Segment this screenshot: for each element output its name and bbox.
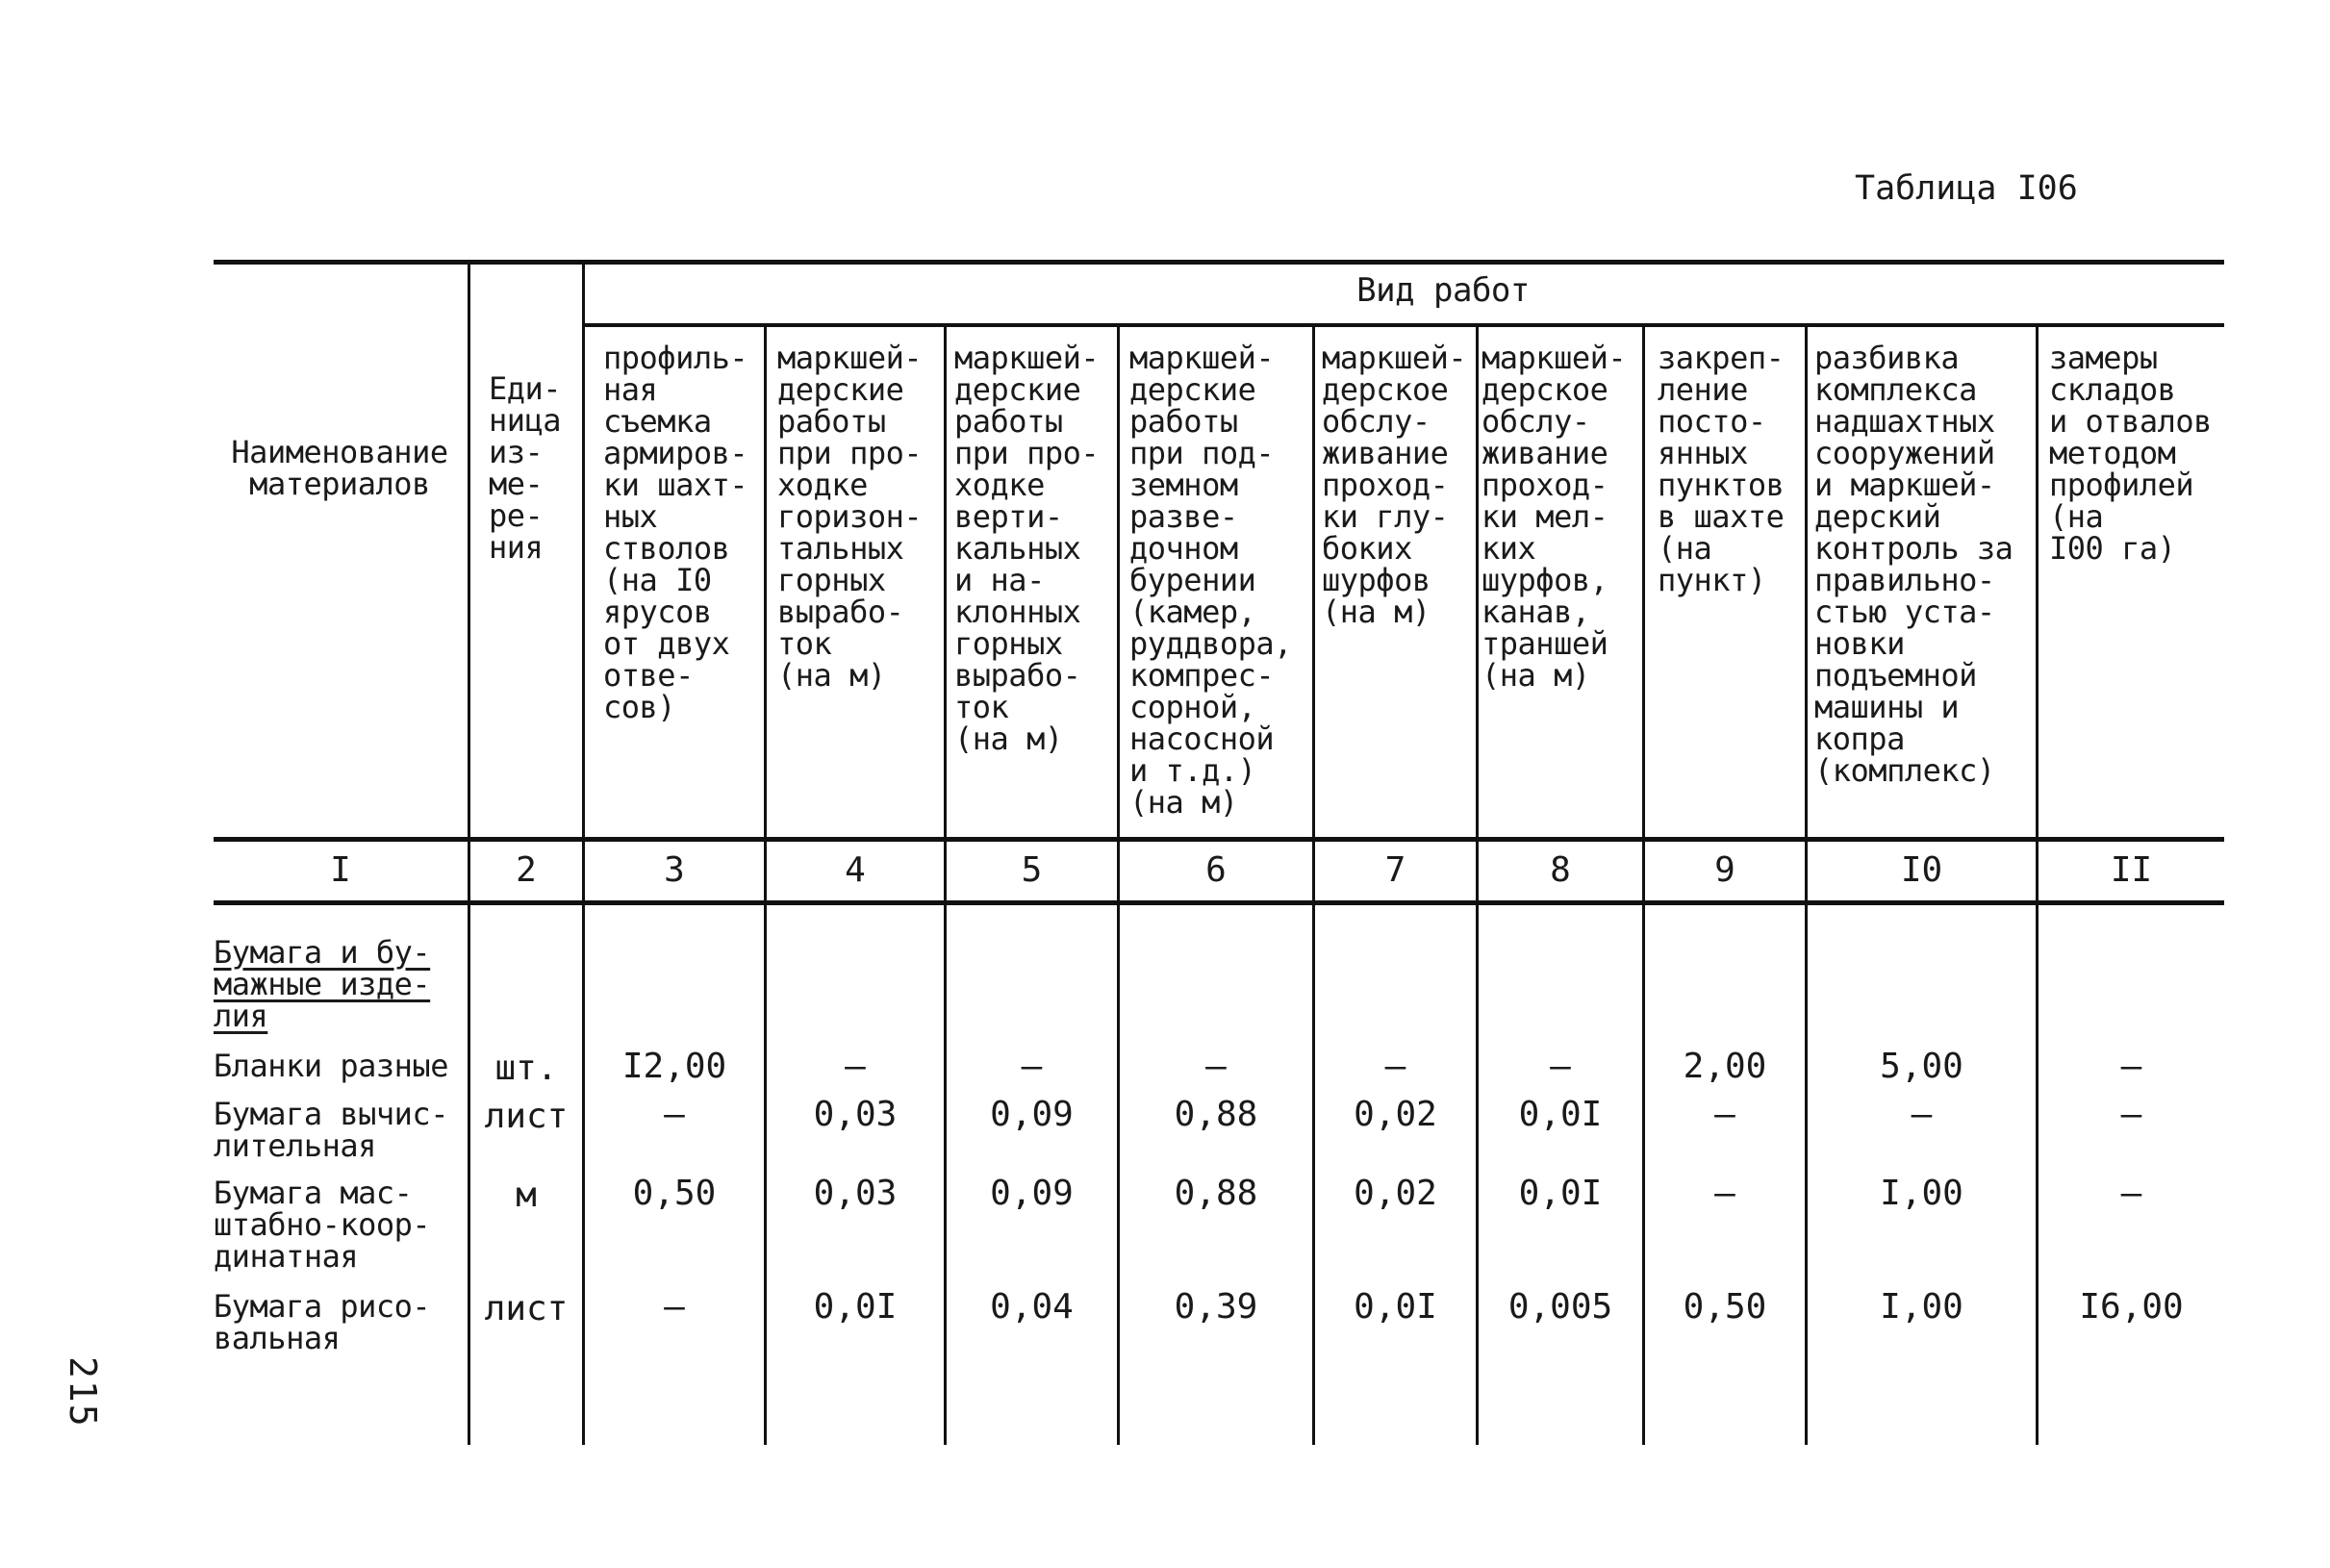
header-bottom-rule	[214, 837, 2224, 842]
value-cell: –	[664, 1287, 685, 1327]
value-cell: –	[664, 1095, 685, 1134]
column-number: 4	[845, 850, 866, 890]
header-work-type: маркшей- дерские работы при про- ходке горизон- тальных горных вырабо- ток (на м)	[777, 340, 923, 694]
value-cell: 0,02	[1354, 1174, 1437, 1213]
unit-cell: м	[516, 1176, 537, 1215]
header-work-type: разбивка комплекса надшахтных сооружений и маркшей- дерский контроль за правильно- стью уста- новки подъемной машины и копра (комплекс)	[1814, 340, 2013, 789]
value-cell: –	[2120, 1095, 2142, 1134]
value-cell: 0,39	[1174, 1287, 1258, 1327]
value-cell: –	[845, 1047, 866, 1086]
value-cell: 0,04	[990, 1287, 1074, 1327]
column-number: 3	[664, 850, 685, 890]
header-work-type: маркшей- дерские работы при про- ходке верти- кальных и на- клонных горных вырабо- ток (на м)	[954, 340, 1100, 757]
value-cell: 0,50	[632, 1174, 717, 1213]
group-rule	[582, 323, 2224, 327]
header-work-type: маркшей- дерское обслу- живание проход- ки мел- ких шурфов, канав, траншей (на м)	[1482, 340, 1627, 694]
value-cell: 0,0I	[813, 1287, 898, 1327]
value-cell: 0,03	[813, 1095, 898, 1134]
header-work-group: Вид работ	[1356, 271, 1530, 310]
page-number: 215	[62, 1356, 104, 1429]
unit-cell: шт.	[494, 1049, 558, 1088]
header-work-type: маркшей- дерское обслу- живание проход- ки глу- боких шурфов (на м)	[1322, 340, 1467, 630]
value-cell: –	[1384, 1047, 1406, 1086]
value-cell: 0,0I	[1518, 1095, 1603, 1134]
value-cell: –	[1714, 1095, 1735, 1134]
value-cell: 0,005	[1507, 1287, 1613, 1327]
value-cell: I2,00	[621, 1047, 727, 1086]
column-number: 5	[1021, 850, 1043, 890]
value-cell: 0,09	[990, 1174, 1074, 1213]
value-cell: 0,03	[813, 1174, 898, 1213]
top-rule	[214, 260, 2224, 265]
header-work-type: замеры складов и отвалов методом профилей (на I00 га)	[2049, 340, 2212, 567]
header-work-type: маркшей- дерские работы при под- земном разве- дочном бурении (камер, руддвора, компрес- сорной, насосной и т.д.) (на м)	[1129, 340, 1292, 821]
value-cell: –	[2120, 1174, 2142, 1213]
column-number: 6	[1205, 850, 1227, 890]
column-number: I0	[1900, 850, 1943, 890]
value-cell: 0,02	[1354, 1095, 1437, 1134]
column-number: II	[2110, 850, 2153, 890]
value-cell: 5,00	[1880, 1047, 1963, 1086]
material-name: Бланки разные	[214, 1048, 448, 1084]
section-title: Бумага и бу- мажные изде- лия	[214, 934, 431, 1034]
column-number: I	[330, 850, 351, 890]
column-number: 2	[516, 850, 537, 890]
unit-cell: лист	[484, 1097, 569, 1136]
value-cell: –	[1911, 1095, 1933, 1134]
table-caption: Таблица I06	[1855, 169, 2078, 208]
header-unit: Еди- ница из- ме- ре- ния	[489, 370, 562, 566]
column-number: 9	[1714, 850, 1735, 890]
unit-cell: лист	[484, 1289, 569, 1328]
header-name: Наименование материалов	[231, 434, 448, 502]
header-work-type: закреп- ление посто- янных пунктов в шахте (на пункт)	[1658, 340, 1785, 598]
value-cell: I,00	[1880, 1287, 1963, 1327]
value-cell: –	[1714, 1174, 1735, 1213]
value-cell: 0,09	[990, 1095, 1074, 1134]
value-cell: –	[1550, 1047, 1571, 1086]
value-cell: –	[2120, 1047, 2142, 1086]
numbers-bottom-rule	[214, 900, 2224, 905]
value-cell: I6,00	[2079, 1287, 2184, 1327]
value-cell: 0,50	[1683, 1287, 1767, 1327]
material-name: Бумага рисо- вальная	[214, 1288, 431, 1356]
value-cell: 2,00	[1683, 1047, 1767, 1086]
column-number: 8	[1550, 850, 1571, 890]
material-name: Бумага мас- штабно-коор- динатная	[214, 1175, 431, 1275]
column-number: 7	[1384, 850, 1406, 890]
material-name: Бумага вычис- лительная	[214, 1096, 448, 1164]
value-cell: 0,88	[1174, 1095, 1258, 1134]
value-cell: –	[1021, 1047, 1043, 1086]
header-work-type: профиль- ная съемка армиров- ки шахт- ных стволов (на I0 ярусов от двух отве- сов)	[603, 340, 748, 725]
value-cell: –	[1205, 1047, 1227, 1086]
value-cell: I,00	[1880, 1174, 1963, 1213]
value-cell: 0,0I	[1354, 1287, 1437, 1327]
value-cell: 0,0I	[1518, 1174, 1603, 1213]
value-cell: 0,88	[1174, 1174, 1258, 1213]
